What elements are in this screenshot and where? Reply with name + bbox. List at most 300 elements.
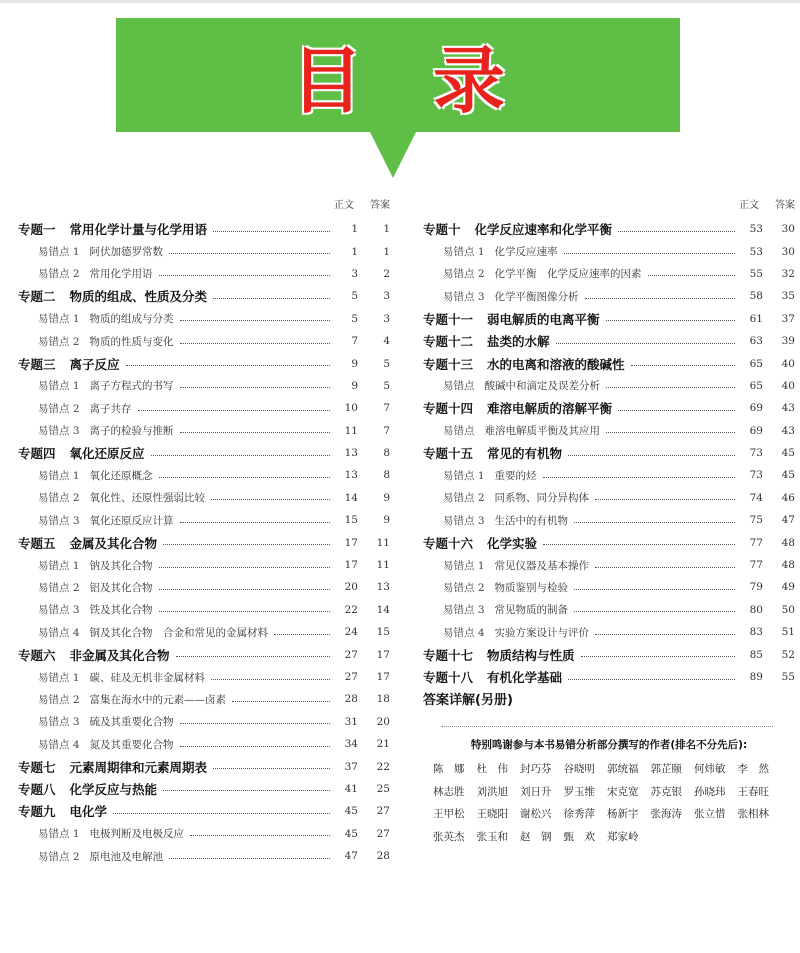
leader-dots — [213, 298, 330, 299]
leader-dots — [274, 634, 330, 635]
item-title: 同系物、同分异构体 — [494, 492, 590, 505]
toc-topic-row[interactable] — [18, 352, 390, 374]
topic-title: 化学反应速率和化学平衡 — [474, 222, 613, 238]
toc-item-row[interactable] — [423, 576, 795, 598]
answer-page-number: 30 — [781, 245, 795, 258]
leader-dots — [618, 410, 735, 411]
leader-dots — [574, 522, 735, 523]
leader-dots — [568, 455, 735, 456]
page-number: 34 — [344, 738, 358, 751]
leader-dots — [606, 387, 735, 388]
author-name: 孙晓玮 — [694, 785, 726, 798]
answer-page-number: 25 — [376, 782, 390, 795]
answer-page-number: 21 — [376, 738, 390, 751]
item-title: 氧化还原反应计算 — [89, 514, 174, 527]
item-title: 铝及其化合物 — [89, 581, 153, 594]
leader-dots — [606, 320, 735, 321]
leader-dots — [595, 634, 735, 635]
topic-title: 离子反应 — [69, 356, 120, 372]
page-number: 20 — [344, 581, 358, 594]
page-number: 47 — [344, 850, 358, 863]
author-name: 刘洪旭 — [476, 785, 508, 798]
page-number: 24 — [344, 626, 358, 639]
toc-item-row[interactable] — [18, 554, 390, 576]
page-number: 5 — [351, 312, 358, 325]
author-name: 苏克银 — [650, 785, 682, 798]
toc-topic-row[interactable] — [423, 397, 795, 419]
item-number: 易错点 3 — [38, 514, 80, 527]
author-list — [423, 758, 795, 848]
leader-dots — [151, 455, 330, 456]
answer-page-number: 43 — [781, 424, 795, 437]
answer-page-number: 8 — [383, 447, 390, 460]
page-number: 53 — [749, 245, 763, 258]
toc-item-row[interactable] — [18, 330, 390, 352]
page-number: 45 — [344, 827, 358, 840]
topic-number: 专题十二 — [423, 334, 474, 350]
page-number: 53 — [749, 223, 763, 236]
answer-page-number: 32 — [781, 267, 795, 280]
answer-page-number: 1 — [383, 223, 390, 236]
toc-item-row[interactable] — [18, 308, 390, 330]
toc-item-row[interactable] — [18, 733, 390, 755]
topic-number: 专题七 — [18, 759, 56, 775]
page-number: 73 — [749, 469, 763, 482]
page-number: 65 — [749, 379, 763, 392]
banner-pointer — [370, 132, 416, 178]
topic-number: 专题二 — [18, 289, 56, 305]
toc-item-row[interactable] — [18, 666, 390, 688]
answer-page-number: 5 — [383, 379, 390, 392]
item-number: 易错点 1 — [38, 313, 80, 326]
author-name: 郭统福 — [607, 763, 639, 776]
item-title: 硫及其重要化合物 — [89, 716, 174, 729]
thanks-title: 特别鸣谢参与本书易错分析部分撰写的作者(排名不分先后): — [470, 739, 748, 752]
toc-topic-row[interactable] — [18, 442, 390, 464]
column-header — [18, 196, 390, 212]
item-number: 易错点 1 — [38, 469, 80, 482]
answer-page-number: 52 — [781, 648, 795, 661]
item-number: 易错点 — [443, 380, 475, 393]
topic-number: 专题十八 — [423, 670, 474, 685]
toc-item-row[interactable] — [423, 263, 795, 285]
item-title: 常见仪器及基本操作 — [494, 559, 590, 572]
answer-page-number: 47 — [781, 514, 795, 527]
page-number: 1 — [351, 245, 358, 258]
leader-dots — [180, 432, 330, 433]
page-number: 9 — [351, 357, 358, 370]
leader-dots — [595, 567, 735, 568]
topic-title: 化学实验 — [487, 535, 538, 551]
leader-dots — [180, 522, 330, 523]
topic-number: 专题六 — [18, 647, 56, 663]
page-number: 89 — [749, 671, 763, 683]
topic-title: 有机化学基础 — [487, 670, 563, 685]
toc-topic-row[interactable] — [423, 666, 795, 688]
topic-title: 化学反应与热能 — [69, 781, 158, 797]
item-number: 易错点 2 — [443, 492, 485, 505]
item-number: 易错点 2 — [38, 581, 80, 594]
author-name: 张英杰 — [433, 830, 465, 843]
toc-topic-row[interactable] — [423, 330, 795, 352]
answer-page-number: 46 — [781, 491, 795, 504]
page-number: 79 — [749, 581, 763, 594]
topic-title: 常见的有机物 — [487, 446, 563, 462]
toc-topic-row[interactable] — [18, 643, 390, 665]
column-header — [423, 196, 795, 212]
page-title: 目录 — [290, 39, 575, 123]
leader-dots — [180, 343, 330, 344]
item-title: 实验方案设计与评价 — [494, 626, 590, 639]
page-number: 17 — [344, 536, 358, 549]
item-title: 离子方程式的书写 — [89, 380, 174, 393]
item-number: 易错点 3 — [443, 514, 485, 527]
leader-dots — [180, 387, 330, 388]
page-number: 65 — [749, 357, 763, 370]
topic-title: 元素周期律和元素周期表 — [69, 759, 208, 775]
answer-page-number: 8 — [383, 469, 390, 482]
answer-page-number: 27 — [376, 805, 390, 818]
leader-dots — [180, 723, 330, 724]
answer-page-number: 3 — [383, 290, 390, 303]
item-title: 氧化性、还原性强弱比较 — [89, 492, 206, 505]
item-title: 化学反应速率 — [494, 246, 558, 259]
author-name: 郑家岭 — [607, 830, 639, 843]
toc-item-row[interactable] — [18, 263, 390, 285]
leader-dots — [631, 365, 735, 366]
page-number: 69 — [749, 424, 763, 437]
toc-item-row[interactable] — [18, 711, 390, 733]
toc-topic-row[interactable] — [18, 800, 390, 822]
leader-dots — [543, 544, 735, 545]
item-title: 氧化还原概念 — [89, 469, 153, 482]
answer-page-number: 15 — [376, 626, 390, 639]
topic-title: 盐类的水解 — [487, 334, 550, 350]
topic-number: 专题一 — [18, 222, 56, 238]
answer-page-number: 13 — [376, 581, 390, 594]
author-name: 张相林 — [737, 808, 769, 821]
topic-title: 水的电离和溶液的酸碱性 — [487, 356, 625, 372]
leader-dots — [190, 835, 330, 836]
page-number: 61 — [749, 312, 763, 325]
leader-dots — [595, 499, 735, 500]
page-number: 1 — [351, 223, 358, 236]
answers-note: 答案详解(另册) — [423, 693, 513, 709]
author-name: 陈 娜 — [433, 763, 465, 776]
item-title: 铁及其化合物 — [89, 604, 153, 617]
item-title: 原电池及电解池 — [89, 850, 164, 863]
toc-item-row[interactable] — [423, 509, 795, 531]
item-title: 碳、硅及无机非金属材料 — [89, 671, 206, 684]
answer-page-number: 11 — [376, 536, 390, 549]
author-name: 谷晓明 — [563, 763, 595, 776]
leader-dots — [213, 231, 330, 232]
toc-item-row[interactable] — [18, 375, 390, 397]
item-title: 酸碱中和滴定及误差分析 — [484, 380, 600, 393]
toc-item-row[interactable] — [18, 487, 390, 509]
leader-dots — [159, 589, 330, 590]
answer-page-number: 17 — [376, 671, 390, 683]
item-number: 易错点 2 — [38, 402, 80, 415]
item-title: 难溶电解质平衡及其应用 — [484, 425, 600, 438]
topic-number: 专题三 — [18, 356, 56, 372]
answer-page-number: 3 — [383, 312, 390, 325]
toc-topic-row[interactable] — [18, 218, 390, 240]
page-number: 13 — [344, 447, 358, 460]
answer-page-number: 5 — [383, 357, 390, 370]
page-number: 77 — [749, 536, 763, 549]
toc-topic-row[interactable] — [18, 755, 390, 777]
answer-page-number: 55 — [781, 671, 795, 683]
toc-item-row[interactable] — [423, 487, 795, 509]
answer-page-number: 9 — [383, 491, 390, 504]
toc-topic-row[interactable] — [18, 285, 390, 307]
page-number: 45 — [344, 805, 358, 818]
divider — [441, 726, 773, 727]
leader-dots — [159, 275, 330, 276]
author-name: 杜 伟 — [476, 763, 508, 776]
leader-dots — [568, 679, 735, 680]
toc-left-column — [18, 196, 390, 867]
page-number: 83 — [749, 626, 763, 639]
answer-page-number: 48 — [781, 559, 795, 572]
toc-item-row[interactable] — [18, 397, 390, 419]
item-number: 易错点 4 — [38, 626, 80, 639]
leader-dots — [169, 253, 330, 254]
answer-page-number: 43 — [781, 402, 795, 415]
page-number: 31 — [344, 715, 358, 728]
toc-topic-row[interactable] — [423, 218, 795, 240]
item-title: 离子共存 — [89, 402, 132, 415]
topic-number: 专题九 — [18, 804, 56, 820]
item-number: 易错点 3 — [443, 604, 485, 617]
page-number: 15 — [344, 514, 358, 527]
toc-item-row[interactable] — [18, 688, 390, 710]
item-title: 化学平衡图像分析 — [494, 290, 579, 303]
item-number: 易错点 1 — [443, 246, 485, 259]
page-number: 27 — [344, 671, 358, 683]
answer-page-number: 40 — [781, 357, 795, 370]
toc-item-row[interactable] — [18, 823, 390, 845]
toc-item-row[interactable] — [423, 464, 795, 486]
page-number: 17 — [344, 559, 358, 572]
answer-page-number: 50 — [781, 603, 795, 616]
topic-title: 物质结构与性质 — [487, 647, 575, 663]
author-name: 王春旺 — [737, 785, 769, 798]
toc-topic-row[interactable] — [423, 643, 795, 665]
topic-title: 弱电解质的电离平衡 — [487, 311, 600, 327]
toc-topic-row[interactable] — [18, 778, 390, 800]
topic-number: 专题十四 — [423, 401, 474, 417]
page-number: 73 — [749, 447, 763, 460]
toc-item-row[interactable] — [423, 599, 795, 621]
toc-item-row[interactable] — [18, 464, 390, 486]
topic-number: 专题十三 — [423, 356, 474, 372]
author-name: 林志胜 — [433, 785, 465, 798]
answer-page-number: 39 — [781, 335, 795, 348]
author-name: 张海涛 — [650, 808, 682, 821]
page-number: 37 — [344, 760, 358, 773]
topic-number: 专题十七 — [423, 647, 474, 663]
leader-dots — [211, 499, 330, 500]
page-number: 58 — [749, 290, 763, 303]
author-name: 谢松兴 — [520, 808, 552, 821]
toc-item-row[interactable] — [18, 599, 390, 621]
page-number: 7 — [351, 335, 358, 348]
item-number: 易错点 2 — [38, 268, 80, 281]
page-number: 14 — [344, 491, 358, 504]
author-name: 郭芷颐 — [650, 763, 682, 776]
toc-item-row[interactable] — [423, 621, 795, 643]
leader-dots — [138, 410, 330, 411]
item-number: 易错点 2 — [38, 693, 80, 706]
topic-title: 常用化学计量与化学用语 — [69, 222, 208, 238]
page-number: 63 — [749, 335, 763, 348]
answer-page-number: 18 — [376, 693, 390, 706]
item-number: 易错点 1 — [443, 559, 485, 572]
item-number: 易错点 2 — [443, 268, 485, 281]
toc-item-row[interactable] — [423, 375, 795, 397]
answer-col-header: 答案 — [370, 200, 390, 211]
topic-number: 专题八 — [18, 781, 56, 797]
toc-item-row[interactable] — [423, 240, 795, 262]
answer-page-number: 2 — [383, 267, 390, 280]
toc-item-row[interactable] — [18, 845, 390, 867]
page-number: 10 — [344, 402, 358, 415]
leader-dots — [606, 432, 735, 433]
author-name: 封巧芬 — [520, 763, 552, 776]
answer-page-number: 45 — [781, 447, 795, 460]
toc-item-row[interactable] — [18, 240, 390, 262]
author-name: 甄 欢 — [563, 830, 595, 843]
item-number: 易错点 3 — [38, 716, 80, 729]
item-title: 常见物质的制备 — [494, 604, 569, 617]
item-title: 阿伏加德罗常数 — [89, 246, 164, 259]
answer-page-number: 51 — [781, 626, 795, 639]
answer-page-number: 27 — [376, 827, 390, 840]
item-number: 易错点 2 — [38, 492, 80, 505]
leader-dots — [574, 589, 735, 590]
page-number: 13 — [344, 469, 358, 482]
author-name: 王晓阳 — [476, 808, 508, 821]
answer-page-number: 28 — [376, 850, 390, 863]
item-number: 易错点 3 — [443, 290, 485, 303]
answer-page-number: 7 — [383, 424, 390, 437]
toc-right-column — [423, 196, 795, 848]
toc-item-row[interactable] — [18, 621, 390, 643]
author-name: 杨新宇 — [607, 808, 639, 821]
item-number: 易错点 2 — [38, 850, 80, 863]
topic-number: 专题五 — [18, 535, 56, 551]
author-name: 李 然 — [737, 763, 769, 776]
answer-col-header: 答案 — [775, 200, 795, 211]
toc-item-row[interactable] — [423, 554, 795, 576]
toc-topic-row[interactable] — [423, 442, 795, 464]
toc-item-row[interactable] — [18, 509, 390, 531]
answer-page-number: 20 — [376, 715, 390, 728]
item-title: 铜及其化合物 合金和常见的金属材料 — [89, 626, 269, 639]
toc-topic-row[interactable] — [423, 308, 795, 330]
page-number: 85 — [749, 648, 763, 661]
item-number: 易错点 2 — [38, 335, 80, 348]
page-number: 5 — [351, 290, 358, 303]
toc-item-row[interactable] — [423, 285, 795, 307]
topic-number: 专题十五 — [423, 446, 474, 462]
leader-dots — [556, 343, 735, 344]
item-number: 易错点 4 — [443, 626, 485, 639]
author-name: 罗玉维 — [563, 785, 595, 798]
top-border — [0, 0, 800, 3]
leader-dots — [169, 858, 330, 859]
answer-page-number: 1 — [383, 245, 390, 258]
topic-title: 难溶电解质的溶解平衡 — [487, 401, 613, 417]
answer-page-number: 40 — [781, 379, 795, 392]
author-name: 宋克宽 — [607, 785, 639, 798]
author-name: 徐秀萍 — [563, 808, 595, 821]
toc-topic-row[interactable] — [423, 352, 795, 374]
leader-dots — [618, 231, 735, 232]
topic-title: 氧化还原反应 — [69, 446, 145, 462]
leader-dots — [159, 611, 330, 612]
answer-page-number: 48 — [781, 536, 795, 549]
answer-page-number: 11 — [376, 559, 390, 572]
page-number: 41 — [344, 782, 358, 795]
author-name: 张玉和 — [476, 830, 508, 843]
answer-page-number: 37 — [781, 312, 795, 325]
topic-number: 专题十一 — [423, 311, 474, 327]
author-name: 赵 钢 — [520, 830, 552, 843]
leader-dots — [159, 477, 330, 478]
page-col-header: 正文 — [739, 200, 759, 211]
item-number: 易错点 3 — [38, 425, 80, 438]
topic-title: 物质的组成、性质及分类 — [69, 289, 208, 305]
item-number: 易错点 4 — [38, 738, 80, 751]
answer-page-number: 7 — [383, 402, 390, 415]
page-number: 9 — [351, 379, 358, 392]
leader-dots — [211, 679, 330, 680]
leader-dots — [126, 365, 330, 366]
toc-topic-row[interactable] — [18, 531, 390, 553]
leader-dots — [163, 790, 330, 791]
leader-dots — [581, 656, 735, 657]
toc-item-row[interactable] — [423, 420, 795, 442]
leader-dots — [574, 611, 735, 612]
answer-page-number: 22 — [376, 760, 390, 773]
toc-topic-row[interactable] — [423, 531, 795, 553]
topic-title: 电化学 — [69, 804, 108, 820]
item-number: 易错点 1 — [38, 828, 80, 841]
item-number: 易错点 3 — [38, 604, 80, 617]
leader-dots — [585, 298, 735, 299]
answer-page-number: 30 — [781, 223, 795, 236]
author-name: 刘日升 — [520, 785, 552, 798]
topic-number: 专题十六 — [423, 535, 474, 551]
toc-item-row[interactable] — [18, 576, 390, 598]
item-number: 易错点 1 — [38, 559, 80, 572]
toc-item-row[interactable] — [18, 420, 390, 442]
answer-page-number: 14 — [376, 603, 390, 616]
item-number: 易错点 1 — [38, 246, 80, 259]
answer-page-number: 49 — [781, 581, 795, 594]
item-title: 富集在海水中的元素——卤素 — [89, 693, 227, 706]
item-title: 氮及其重要化合物 — [89, 738, 174, 751]
item-title: 化学平衡 化学反应速率的因素 — [494, 268, 642, 281]
page-number: 77 — [749, 559, 763, 572]
author-name: 何炜敏 — [694, 763, 726, 776]
answer-page-number: 9 — [383, 514, 390, 527]
item-title: 物质的性质与变化 — [89, 335, 174, 348]
page-number: 27 — [344, 648, 358, 661]
